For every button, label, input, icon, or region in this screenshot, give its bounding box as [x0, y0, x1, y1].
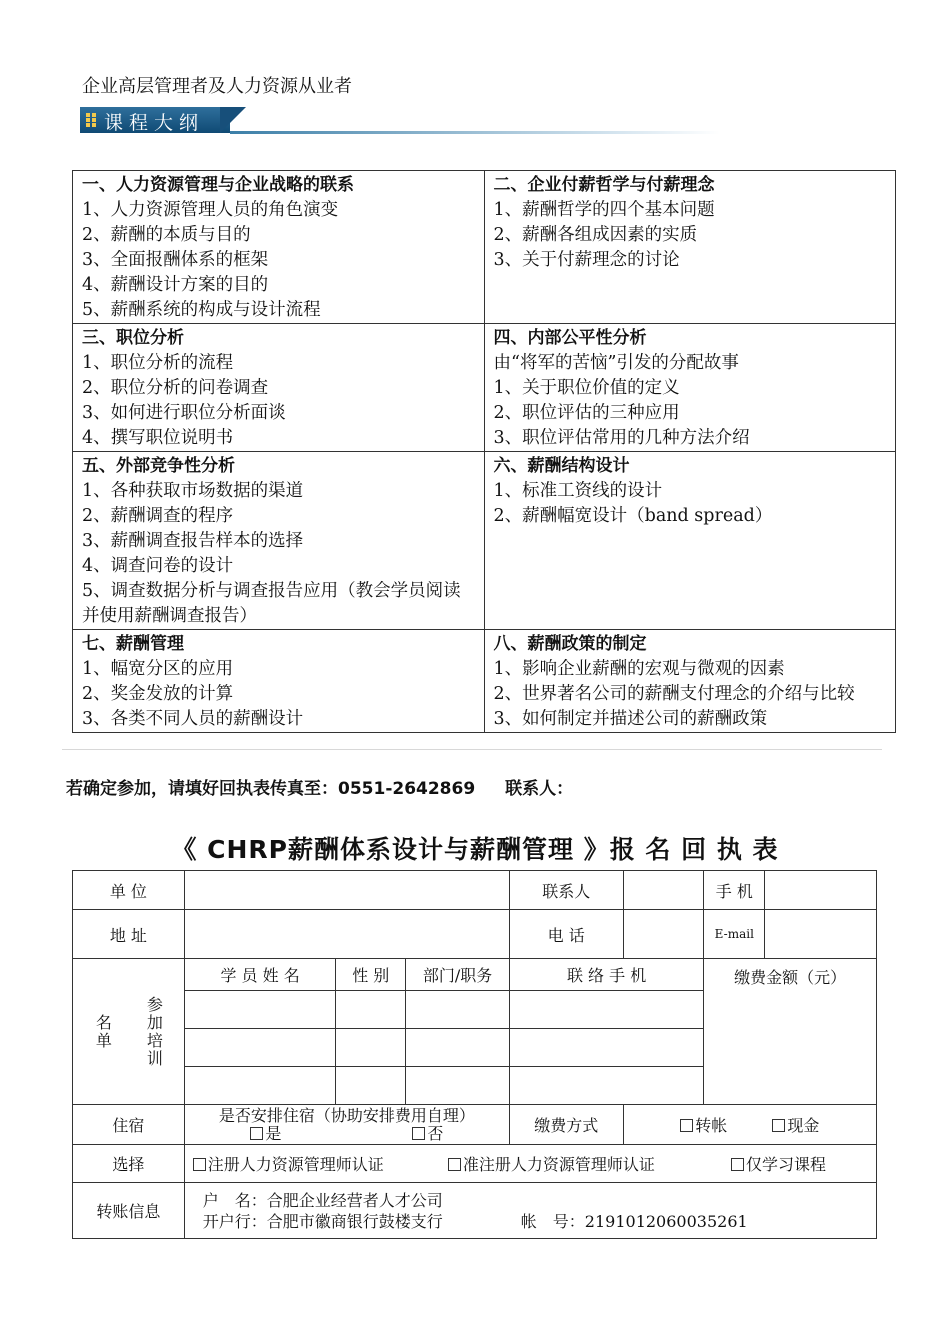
certified-option[interactable] — [193, 1152, 443, 1175]
section-cell — [484, 630, 896, 733]
checkbox-icon[interactable] — [412, 1127, 425, 1140]
choice-label: 选择 — [73, 1145, 185, 1183]
outline-row — [73, 324, 896, 452]
section-item: 2、职位评估的三种应用 — [493, 403, 680, 423]
mobile-row-cell — [704, 871, 877, 910]
email-row-cell — [704, 910, 877, 959]
attendee-gender-field[interactable] — [336, 1067, 406, 1105]
fax-instruction — [66, 774, 573, 799]
attendee-mobile-field[interactable] — [509, 991, 703, 1029]
attendee-mobile-field[interactable] — [509, 1067, 703, 1105]
section-item: 1、幅宽分区的应用 — [82, 659, 234, 679]
section-title: 二、企业付薪哲学与付薪理念 — [493, 175, 715, 195]
yes-label: 是 — [265, 1123, 282, 1143]
section-item: 2、薪酬调查的程序 — [82, 506, 234, 526]
attendee-name-field[interactable] — [184, 1067, 336, 1105]
banner-title: 课程大纲 — [104, 112, 205, 134]
no-label: 否 — [427, 1123, 444, 1143]
section-item: 1、关于职位价值的定义 — [493, 378, 680, 398]
section-item: 由“将军的苦恼”引发的分配故事 — [493, 353, 739, 373]
form-row — [73, 1145, 877, 1183]
section-item: 2、薪酬的本质与目的 — [82, 225, 251, 245]
lodging-yes-option[interactable] — [250, 1125, 281, 1143]
address-field[interactable] — [184, 910, 509, 959]
attendee-dept-field[interactable] — [406, 1067, 510, 1105]
course-outline-banner — [80, 107, 640, 135]
section-cell — [73, 324, 485, 452]
unit-field[interactable] — [184, 871, 509, 910]
contact-label-cell: 联系人 — [509, 871, 623, 910]
cash-label: 现金 — [787, 1116, 820, 1135]
section-item: 4、薪酬设计方案的目的 — [82, 275, 269, 295]
lodging-question: 是否安排住宿（协助安排费用自理） — [218, 1105, 475, 1125]
section-item: 2、职位分析的问卷调查 — [82, 378, 269, 398]
section-item: 2、奖金发放的计算 — [82, 684, 234, 704]
opt2-label: 准注册人力资源管理师认证 — [462, 1155, 655, 1174]
section-title: 五、外部竞争性分析 — [82, 456, 235, 476]
choice-options — [184, 1145, 876, 1183]
attendee-gender-field[interactable] — [336, 1029, 406, 1067]
outline-row — [73, 452, 896, 630]
section-item: 3、如何进行职位分析面谈 — [82, 403, 286, 423]
section-cell — [73, 171, 485, 324]
section-item: 3、各类不同人员的薪酬设计 — [82, 709, 304, 729]
section-cell — [484, 324, 896, 452]
section-item: 2、世界著名公司的薪酬支付理念的介绍与比较 — [493, 684, 855, 704]
checkbox-icon[interactable] — [250, 1127, 263, 1140]
form-title: 《 CHRP薪酬体系设计与薪酬管理 》报 名 回 执 表 — [171, 835, 779, 864]
mobile-field[interactable] — [765, 871, 876, 909]
section-item: 3、薪酬调查报告样本的选择 — [82, 531, 304, 551]
section-item: 4、撰写职位说明书 — [82, 428, 234, 448]
form-row — [73, 871, 877, 910]
attendee-list-label — [73, 959, 185, 1105]
banner-tail — [220, 107, 246, 133]
form-row — [73, 1183, 877, 1239]
bank-name: 开户行：合肥市徽商银行鼓楼支行 — [202, 1211, 443, 1231]
lodging-label: 住宿 — [73, 1105, 185, 1145]
section-item: 1、影响企业薪酬的宏观与微观的因素 — [493, 659, 785, 679]
attendee-name-field[interactable] — [184, 991, 336, 1029]
outline-row — [73, 171, 896, 324]
account-name: 户 名：合肥企业经营者人才公司 — [202, 1190, 443, 1210]
phone-label: 电 话 — [509, 910, 623, 959]
email-field[interactable] — [765, 910, 876, 958]
section-cell — [484, 171, 896, 324]
col-gender: 性 别 — [336, 959, 406, 991]
associate-option[interactable] — [448, 1152, 726, 1175]
attendee-dept-field[interactable] — [406, 1029, 510, 1067]
checkbox-icon[interactable] — [772, 1119, 785, 1132]
email-label: E-mail — [704, 910, 765, 958]
section-cell — [484, 452, 896, 630]
lodging-no-option[interactable] — [412, 1125, 443, 1143]
checkbox-icon[interactable] — [193, 1158, 206, 1171]
section-title: 三、职位分析 — [82, 328, 184, 348]
fax-text: 若确定参加，请填好回执表传真至：0551-2642869 — [66, 779, 476, 799]
cash-option[interactable] — [772, 1116, 819, 1135]
section-item: 1、职位分析的流程 — [82, 353, 234, 373]
grid-icon — [86, 113, 98, 127]
section-item: 2、薪酬幅宽设计（band spread） — [493, 506, 773, 526]
section-cell — [73, 452, 485, 630]
transfer-label: 转帐 — [695, 1116, 728, 1135]
section-item: 3、如何制定并描述公司的薪酬政策 — [493, 709, 768, 729]
section-item: 2、薪酬各组成因素的实质 — [493, 225, 698, 245]
attendee-mobile-field[interactable] — [509, 1029, 703, 1067]
payment-method-label: 缴费方式 — [509, 1105, 623, 1145]
section-title: 八、薪酬政策的制定 — [493, 634, 647, 654]
unit-label: 单 位 — [73, 871, 185, 910]
study-only-option[interactable] — [731, 1155, 826, 1174]
section-item: 3、职位评估常用的几种方法介绍 — [493, 428, 750, 448]
names-label-b: 参加培训 — [144, 995, 164, 1068]
section-item: 5、调查数据分析与调查报告应用（教会学员阅读并使用薪酬调查报告） — [82, 581, 461, 626]
lodging-cell — [184, 1105, 509, 1145]
section-item: 1、人力资源管理人员的角色演变 — [82, 200, 339, 220]
form-row — [73, 959, 877, 991]
section-item: 1、各种获取市场数据的渠道 — [82, 481, 304, 501]
attendee-name-field[interactable] — [184, 1029, 336, 1067]
address-label: 地 址 — [73, 910, 185, 959]
section-item: 1、薪酬哲学的四个基本问题 — [493, 200, 715, 220]
banner-underline — [230, 131, 720, 134]
checkbox-icon[interactable] — [731, 1158, 744, 1171]
section-title: 六、薪酬结构设计 — [493, 456, 630, 476]
phone-field[interactable] — [623, 910, 704, 959]
attendee-gender-field[interactable] — [336, 991, 406, 1029]
col-dept: 部门/职务 — [406, 959, 510, 991]
col-mobile: 联 络 手 机 — [509, 959, 703, 991]
col-name: 学 员 姓 名 — [184, 959, 336, 991]
mobile-label: 手 机 — [704, 871, 765, 909]
section-item: 3、关于付薪理念的讨论 — [493, 250, 680, 270]
contact-label: 联系人： — [505, 779, 574, 799]
names-label-a: 名单 — [93, 1013, 113, 1050]
section-title: 四、内部公平性分析 — [493, 328, 647, 348]
divider — [62, 749, 882, 750]
section-item: 4、调查问卷的设计 — [82, 556, 234, 576]
section-title: 七、薪酬管理 — [82, 634, 184, 654]
bank-info — [184, 1183, 876, 1239]
section-item: 5、薪酬系统的构成与设计流程 — [82, 300, 321, 320]
checkbox-icon[interactable] — [448, 1158, 461, 1171]
outline-row — [73, 630, 896, 733]
section-item: 1、标准工资线的设计 — [493, 481, 663, 501]
form-row — [73, 910, 877, 959]
section-cell — [73, 630, 485, 733]
checkbox-icon[interactable] — [680, 1119, 693, 1132]
section-item: 3、全面报酬体系的框架 — [82, 250, 269, 270]
form-row — [73, 1105, 877, 1145]
payment-options — [623, 1105, 876, 1145]
opt3-label: 仅学习课程 — [745, 1155, 826, 1174]
course-outline-table — [72, 170, 896, 733]
contact-field[interactable] — [623, 871, 704, 910]
transfer-option[interactable] — [680, 1116, 727, 1135]
section-title: 一、人力资源管理与企业战略的联系 — [82, 175, 354, 195]
bank-info-label: 转账信息 — [73, 1183, 185, 1239]
opt1-label: 注册人力资源管理师认证 — [207, 1155, 384, 1174]
col-fee: 缴费金额（元） — [704, 959, 877, 1105]
registration-form — [72, 870, 877, 1239]
attendee-dept-field[interactable] — [406, 991, 510, 1029]
intro-text: 企业高层管理者及人力资源从业者 — [82, 76, 352, 97]
account-number: 帐 号：2191012060035261 — [520, 1211, 748, 1231]
